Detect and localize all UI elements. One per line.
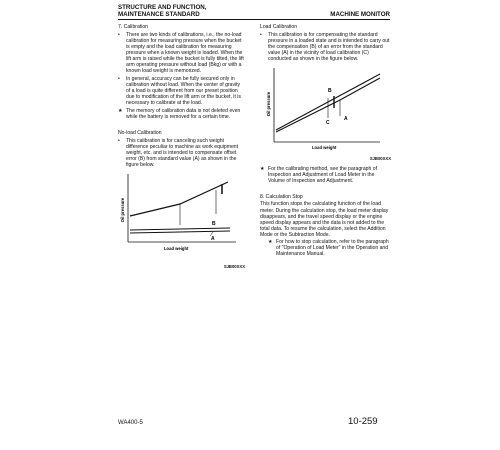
section-8-title: 8. Calculation Stop xyxy=(260,193,303,200)
label-c: C xyxy=(326,119,330,126)
section-8-body: This function stops the calculating function of the load meter. During the calculation stop, the load meter display disappears, and the travel speed display or the engine speed display appears and the data is not added to the total data. To resume the calculation, select the Addition Mode or the Subtraction Mode. xyxy=(260,201,389,238)
noload-bullet: • This calibration is for canceling such weight difference peculiar to machine as work equipment weight, etc. and is intended to compensate offset error (B) from standard value (A) as shown in the figure below. xyxy=(118,137,239,168)
page-header xyxy=(118,4,390,18)
calibration-method-star-note: ★ For the calibrating method, see the paragraph of Inspection and Adjustment of Load Meter in the Volume of Inspection and Adjustment. xyxy=(260,165,378,184)
bullet-mark: • xyxy=(118,75,120,82)
y-axis-label: Oil pressure xyxy=(120,197,125,223)
y-axis-label: Oil pressure xyxy=(266,91,271,117)
header-line-2: MAINTENANCE STANDARD xyxy=(118,11,200,19)
figure-code: SJB00XXX xyxy=(369,155,391,161)
label-a: A xyxy=(211,235,215,242)
label-b: B xyxy=(212,220,216,227)
star-icon: ★ xyxy=(118,108,123,115)
label-b: B xyxy=(328,87,332,94)
section-7-title: 7. Calibration xyxy=(118,24,149,30)
bullet-mark: • xyxy=(118,137,120,144)
right-column xyxy=(260,24,391,259)
star-icon: ★ xyxy=(260,165,265,172)
figure-code: SJB00XXX xyxy=(223,263,245,269)
noload-title: No-load Calibration xyxy=(118,130,162,137)
left-column xyxy=(118,24,245,270)
calibration-bullet-1: • There are two kinds of calibrations, i.e., the no-load calibration for measuring pressure when the bucket is empty and the load calibration for measuring pressure when a known weight is loaded. When the lift arm is raised while the bucket is fully tilted, the lift arm operating pressure without load (Bkg) or with a known load weight is memorized. xyxy=(118,31,244,74)
bullet-mark: • xyxy=(118,31,120,38)
star-icon: ★ xyxy=(268,238,273,245)
label-a: A xyxy=(344,115,348,122)
calibration-bullet-2: • In general, accuracy can be fully secured only in calibration without load. When the center of gravity of a load is quite different from our preset position due to modification of the lift arm or the bucket, it is necessary to calibrate at the load. xyxy=(118,75,241,107)
x-axis-label: Load weight xyxy=(164,245,189,251)
page-number: 10-259 xyxy=(348,416,378,427)
load-calibration-title: Load Calibration xyxy=(260,24,298,30)
bullet-mark: • xyxy=(260,31,262,38)
load-calibration-figure xyxy=(260,64,391,162)
memory-star-note: ★ The memory of calibration data is not deleted even while the battery is removed for a certain time. xyxy=(118,108,241,121)
x-axis-label: Load weight xyxy=(312,144,337,150)
calculation-stop-star-note: ★ For how to stop calculation, refer to the paragraph of "Operation of Load Meter" in the Operation and Maintenance Manual. xyxy=(268,238,389,257)
header-section-name: MACHINE MONITOR xyxy=(330,11,390,19)
load-calibration-bullet: • This calibration is for compensating the standard pressure in a loaded state and is intended to carry out the compensation (B) of an error from the standard value (A) in the vicinity of load calibration (C) conducted as shown in the figure below. xyxy=(260,31,390,62)
noload-calibration-figure xyxy=(118,170,245,270)
header-rule xyxy=(118,19,390,20)
header-line-1: STRUCTURE AND FUNCTION, xyxy=(118,4,207,11)
model-code: WA400-5 xyxy=(118,420,143,426)
